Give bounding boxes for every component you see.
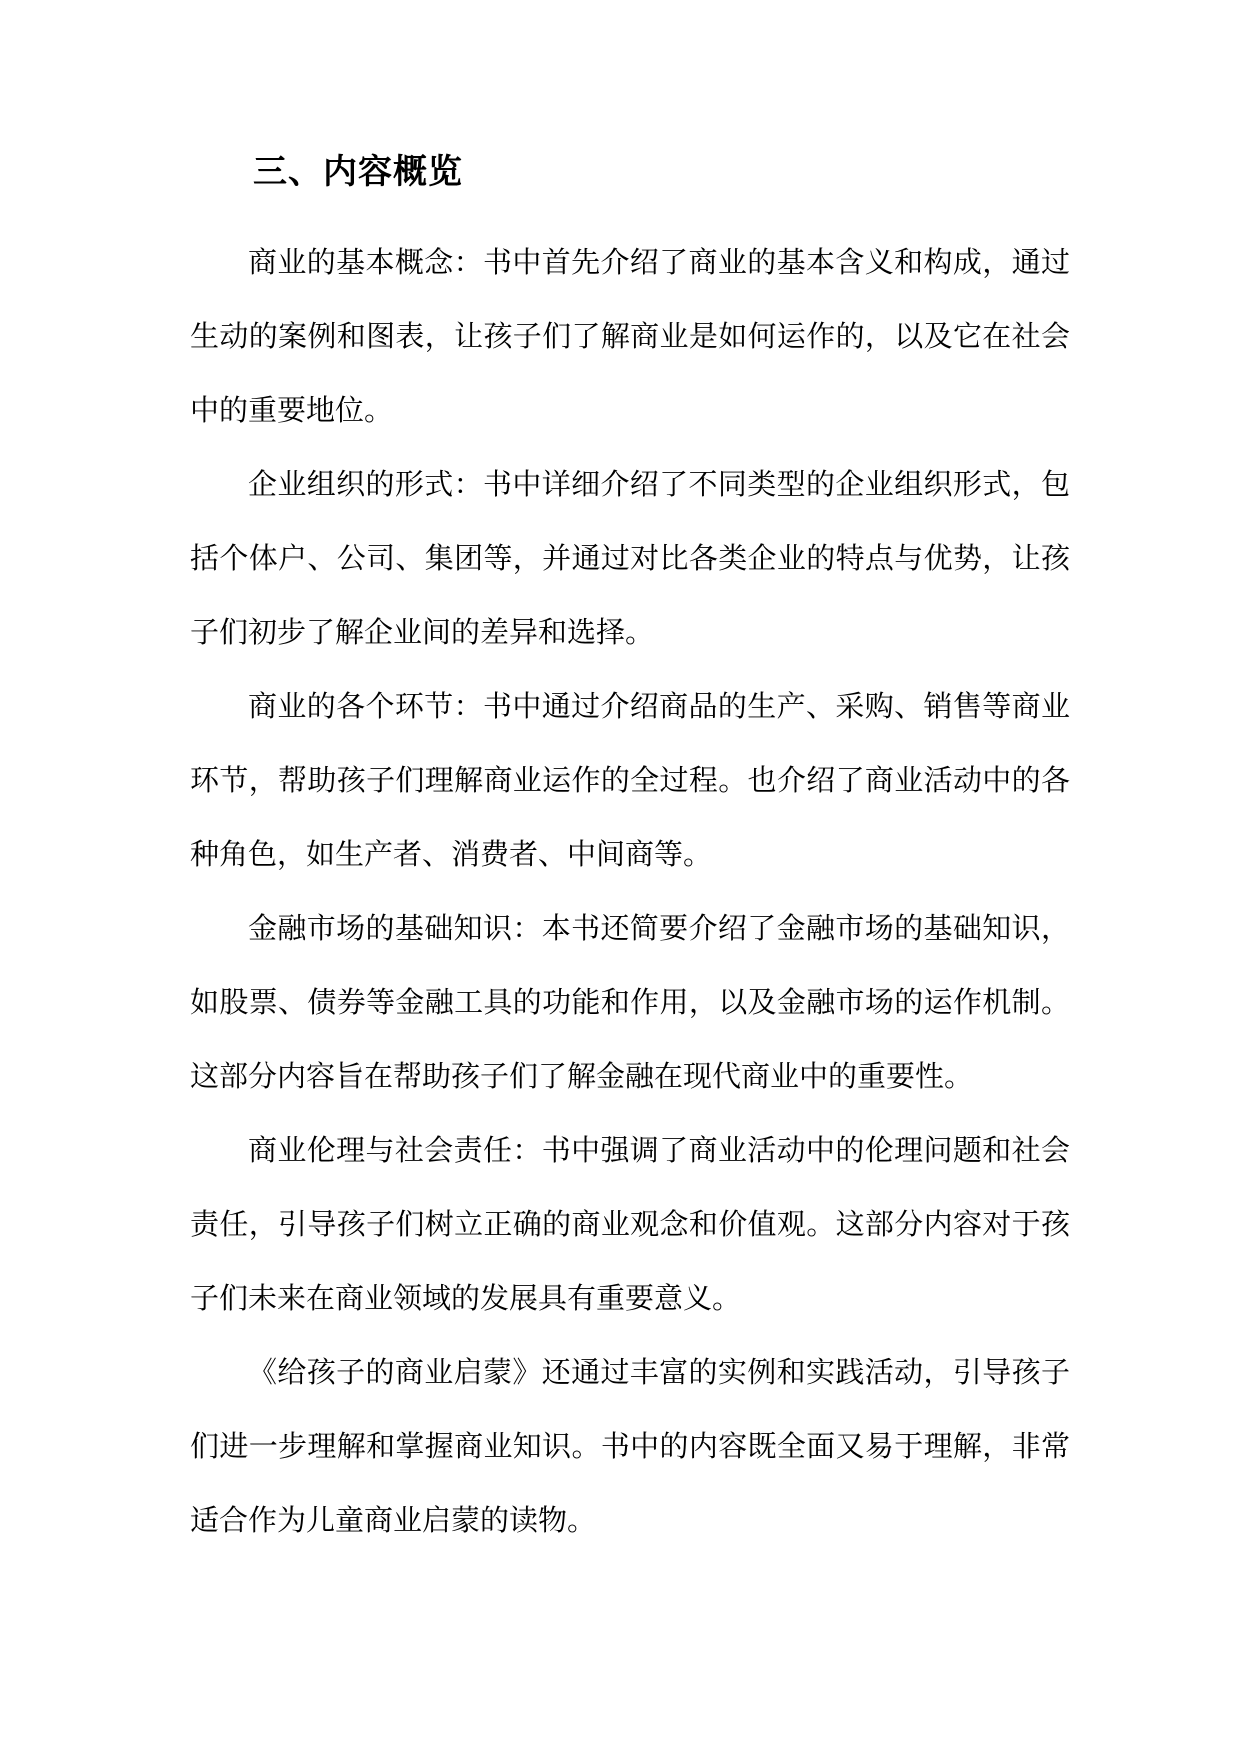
section-heading: 三、内容概览 <box>253 152 463 192</box>
paragraph-basic-concepts: 商业的基本概念：书中首先介绍了商业的基本含义和构成，通过生动的案例和图表，让孩子们了解商业是如何运作的，以及它在社会中的重要地位。 <box>190 245 1070 427</box>
paragraph-financial-markets: 金融市场的基础知识：本书还简要介绍了金融市场的基础知识，如股票、债券等金融工具的功能和作用，以及金融市场的运作机制。这部分内容旨在帮助孩子们了解金融在现代商业中的重要性。 <box>190 911 1070 1093</box>
paragraph-business-ethics: 商业伦理与社会责任：书中强调了商业活动中的伦理问题和社会责任，引导孩子们树立正确的商业观念和价值观。这部分内容对于孩子们未来在商业领域的发展具有重要意义。 <box>190 1133 1070 1315</box>
paragraph-enterprise-forms: 企业组织的形式：书中详细介绍了不同类型的企业组织形式，包括个体户、公司、集团等，并通过对比各类企业的特点与优势，让孩子们初步了解企业间的差异和选择。 <box>190 467 1070 649</box>
body-text <box>190 225 1070 1557</box>
paragraph-summary: 《给孩子的商业启蒙》还通过丰富的实例和实践活动，引导孩子们进一步理解和掌握商业知识。书中的内容既全面又易于理解，非常适合作为儿童商业启蒙的读物。 <box>190 1355 1070 1537</box>
paragraph-business-links: 商业的各个环节：书中通过介绍商品的生产、采购、销售等商业环节，帮助孩子们理解商业运作的全过程。也介绍了商业活动中的各种角色，如生产者、消费者、中间商等。 <box>190 689 1070 871</box>
